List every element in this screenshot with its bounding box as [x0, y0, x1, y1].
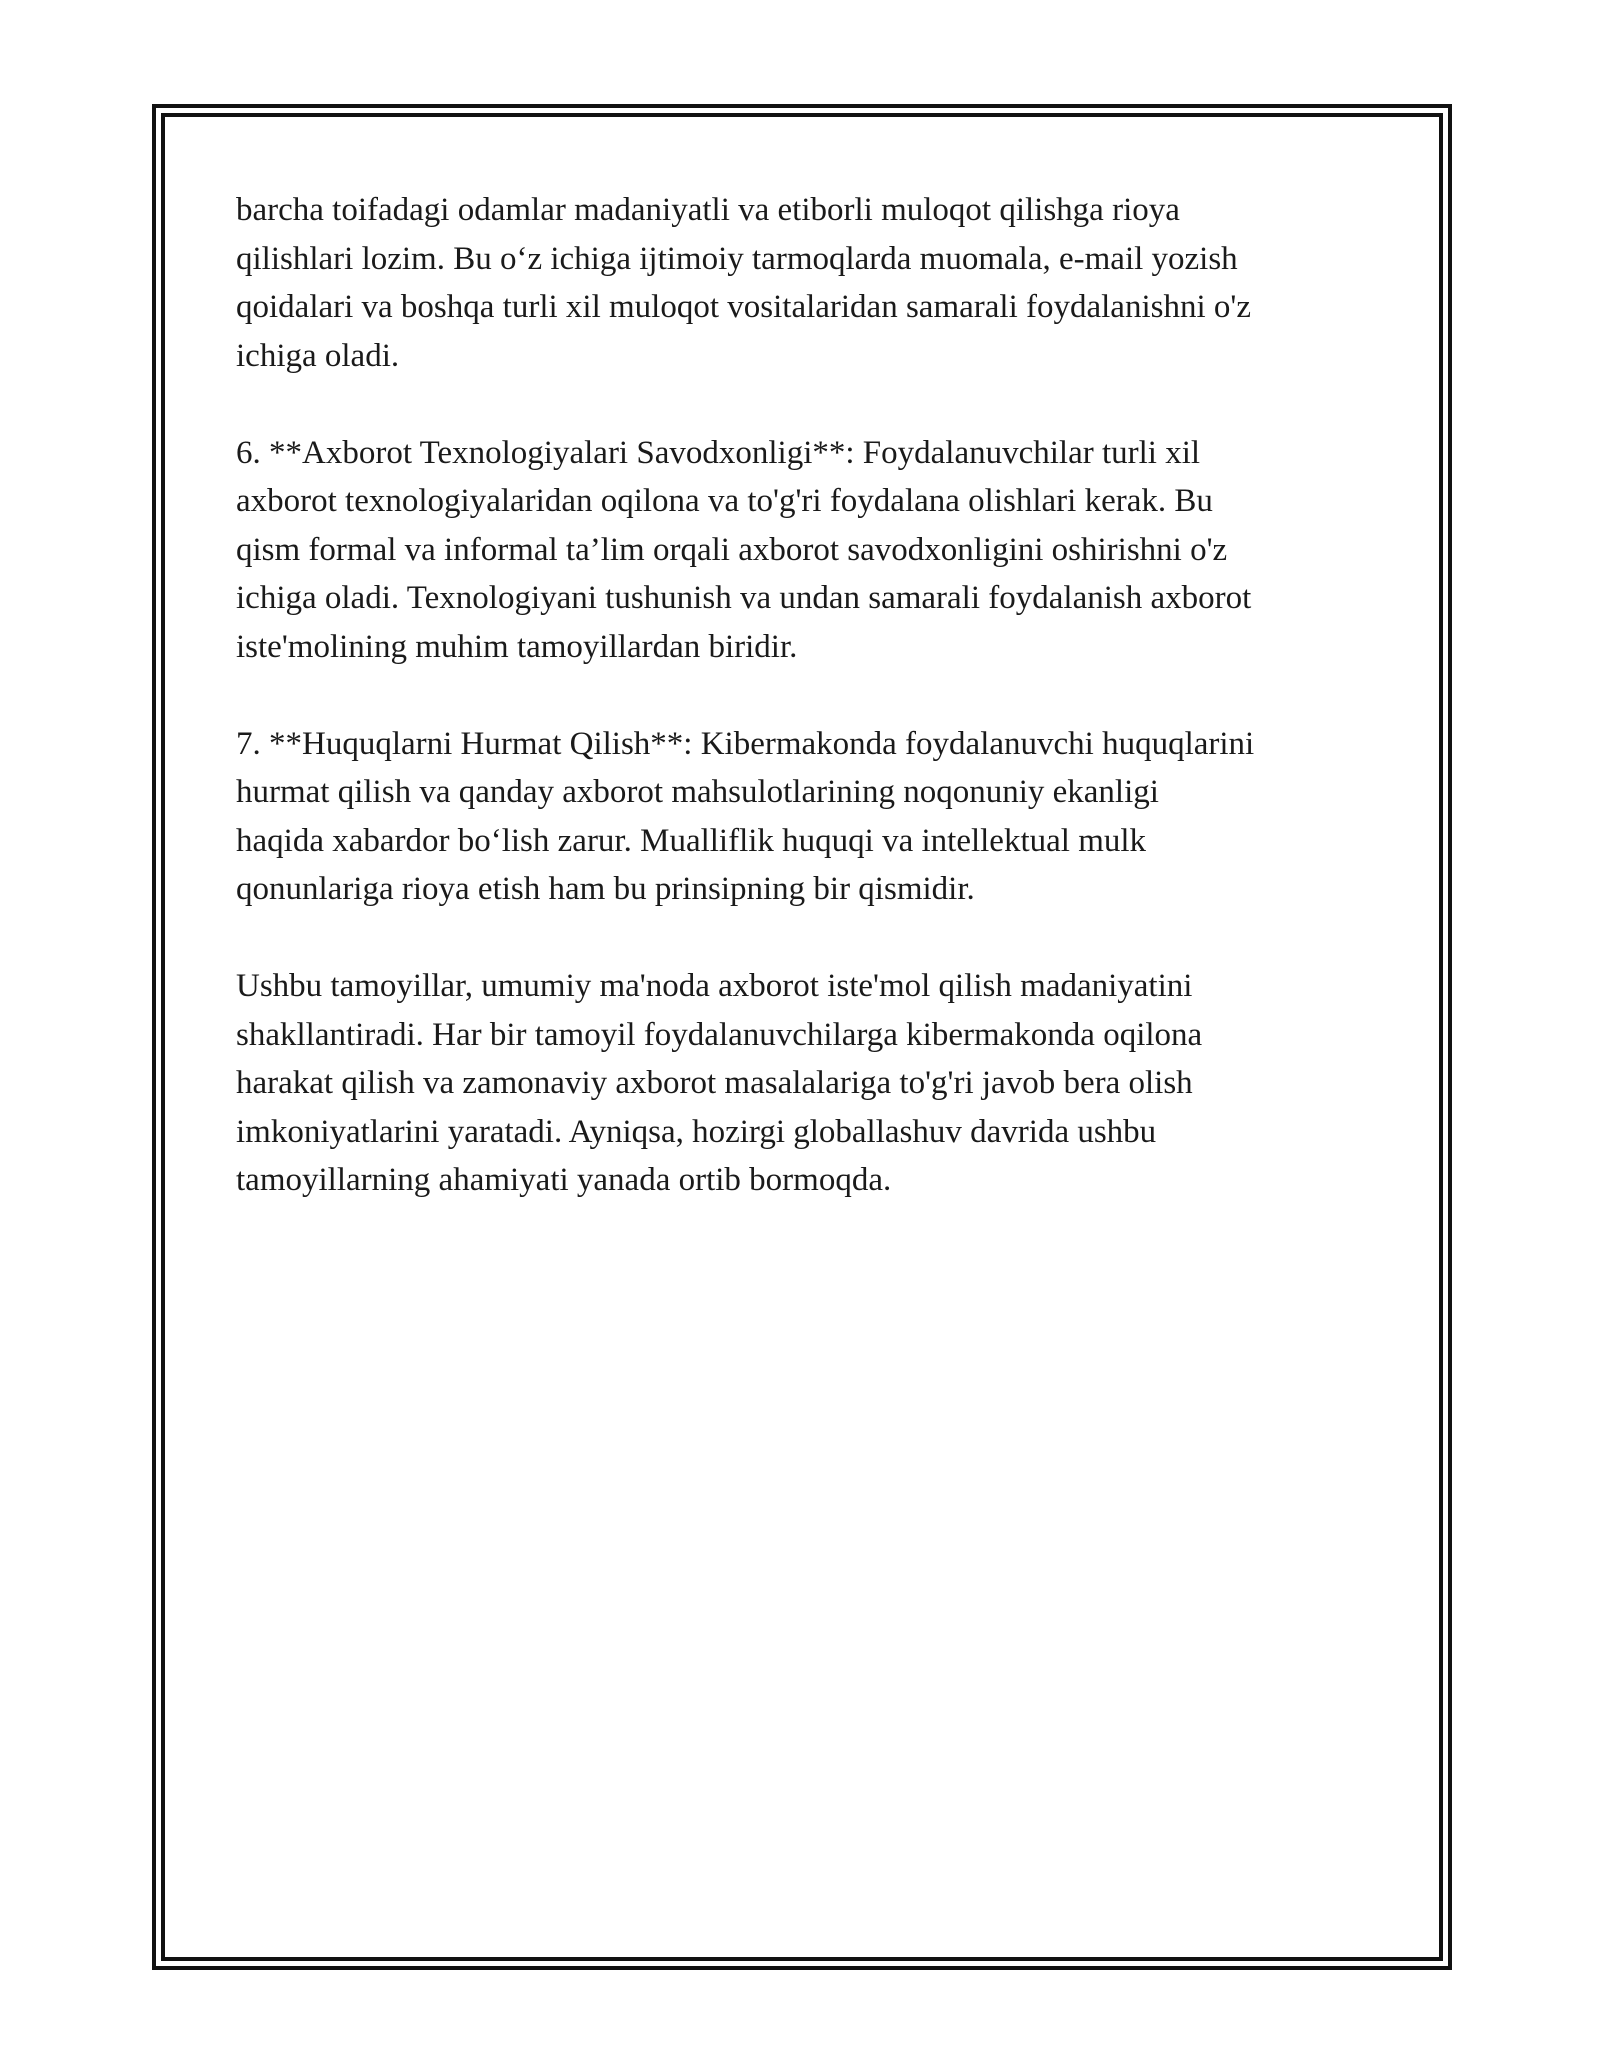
paragraph-continuation: barcha toifadagi odamlar madaniyatli va etiborli muloqot qilishga rioya qilishlari lozim. Bu o‘z ichiga ijtimoiy tarmoqlarda muomala, e-mail yozish qoidalari va boshqa turli xil muloqot vositalaridan samarali foydalanishni o'z ichiga oladi. [236, 192, 1251, 374]
paragraph-conclusion: Ushbu tamoyillar, umumiy ma'noda axborot iste'mol qilish madaniyatini shakllantiradi. Har bir tamoyil foydalanuvchilarga kibermakonda oqilona harakat qilish va zamonaviy axborot masalalariga to'g'ri javob bera olish imkoniyatlarini yaratadi. Ayniqsa, hozirgi globallashuv davrida ushbu tamoyillarning ahamiyati yanada ortib bormoqda. [236, 968, 1203, 1198]
document-body [236, 186, 1376, 1253]
paragraph-item-6: 6. **Axborot Texnologiyalari Savodxonligi**: Foydalanuvchilar turli xil axborot texnologiyalaridan oqilona va to'g'ri foydalana olishlari kerak. Bu qism formal va informal ta’lim orqali axborot savodxonligini oshirishni o'z ichiga oladi. Texnologiyani tushunish va undan samarali foydalanish axborot iste'molining muhim tamoyillardan biridir. [236, 434, 1252, 665]
paragraph-item-7: 7. **Huquqlarni Hurmat Qilish**: Kibermakonda foydalanuvchi huquqlarini hurmat qilish va qanday axborot mahsulotlarining noqonuniy ekanligi haqida xabardor bo‘lish zarur. Mualliflik huquqi va intellektual mulk qonunlariga rioya etish ham bu prinsipning bir qismidir. [236, 725, 1255, 907]
